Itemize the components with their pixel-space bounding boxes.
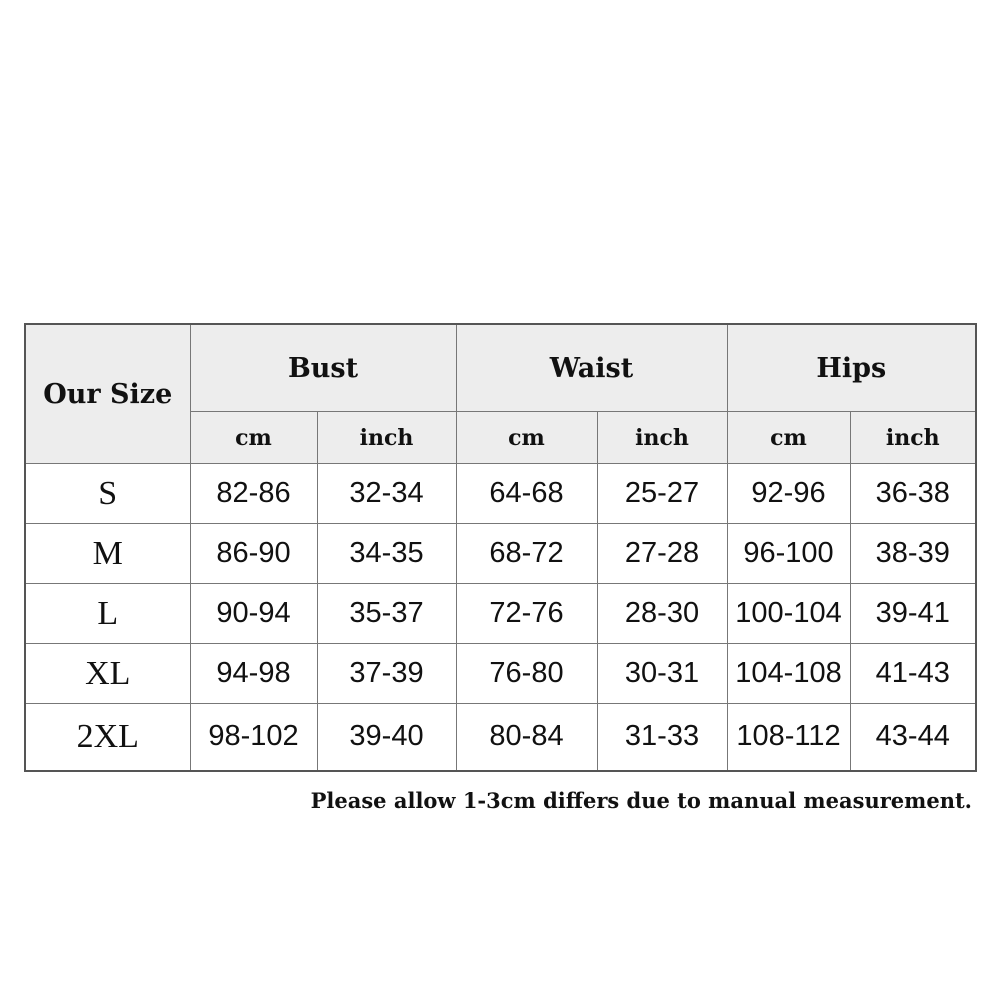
hips-cm-cell: 92-96	[727, 464, 850, 524]
bust-cm-cell: 94-98	[190, 644, 317, 704]
bust-inch-cell: 39-40	[317, 704, 456, 771]
waist-cm-cell: 68-72	[456, 524, 597, 584]
waist-header: Waist	[456, 324, 727, 412]
bust-header: Bust	[190, 324, 456, 412]
size-cell: M	[25, 524, 190, 584]
table-row	[25, 524, 976, 584]
bust-cm-cell: 86-90	[190, 524, 317, 584]
bust-cm-cell: 82-86	[190, 464, 317, 524]
table-row	[25, 704, 976, 771]
bust-cm-cell: 98-102	[190, 704, 317, 771]
hips-cm-cell: 108-112	[727, 704, 850, 771]
our-size-header: Our Size	[25, 324, 190, 464]
waist-inch-header: inch	[597, 412, 727, 464]
waist-inch-cell: 28-30	[597, 584, 727, 644]
table-row	[25, 644, 976, 704]
size-cell: XL	[25, 644, 190, 704]
bust-cm-header: cm	[190, 412, 317, 464]
bust-inch-header: inch	[317, 412, 456, 464]
hips-inch-cell: 43-44	[850, 704, 976, 771]
waist-cm-header: cm	[456, 412, 597, 464]
table-body	[25, 464, 976, 771]
waist-inch-cell: 31-33	[597, 704, 727, 771]
hips-inch-cell: 36-38	[850, 464, 976, 524]
bust-inch-cell: 34-35	[317, 524, 456, 584]
waist-cm-cell: 80-84	[456, 704, 597, 771]
hips-inch-cell: 39-41	[850, 584, 976, 644]
waist-inch-cell: 25-27	[597, 464, 727, 524]
hips-header: Hips	[727, 324, 976, 412]
waist-inch-cell: 30-31	[597, 644, 727, 704]
size-chart-table	[24, 323, 977, 772]
header-group-row	[25, 324, 976, 412]
hips-cm-cell: 100-104	[727, 584, 850, 644]
hips-cm-cell: 96-100	[727, 524, 850, 584]
bust-inch-cell: 37-39	[317, 644, 456, 704]
table-row	[25, 584, 976, 644]
bust-inch-cell: 35-37	[317, 584, 456, 644]
size-cell: 2XL	[25, 704, 190, 771]
size-cell: S	[25, 464, 190, 524]
waist-cm-cell: 64-68	[456, 464, 597, 524]
waist-cm-cell: 72-76	[456, 584, 597, 644]
hips-inch-cell: 38-39	[850, 524, 976, 584]
waist-cm-cell: 76-80	[456, 644, 597, 704]
waist-inch-cell: 27-28	[597, 524, 727, 584]
hips-cm-header: cm	[727, 412, 850, 464]
table-row	[25, 464, 976, 524]
measurement-note: Please allow 1-3cm differs due to manual measurement.	[310, 788, 972, 813]
bust-cm-cell: 90-94	[190, 584, 317, 644]
hips-inch-cell: 41-43	[850, 644, 976, 704]
bust-inch-cell: 32-34	[317, 464, 456, 524]
hips-inch-header: inch	[850, 412, 976, 464]
size-cell: L	[25, 584, 190, 644]
table-header	[25, 324, 976, 464]
hips-cm-cell: 104-108	[727, 644, 850, 704]
